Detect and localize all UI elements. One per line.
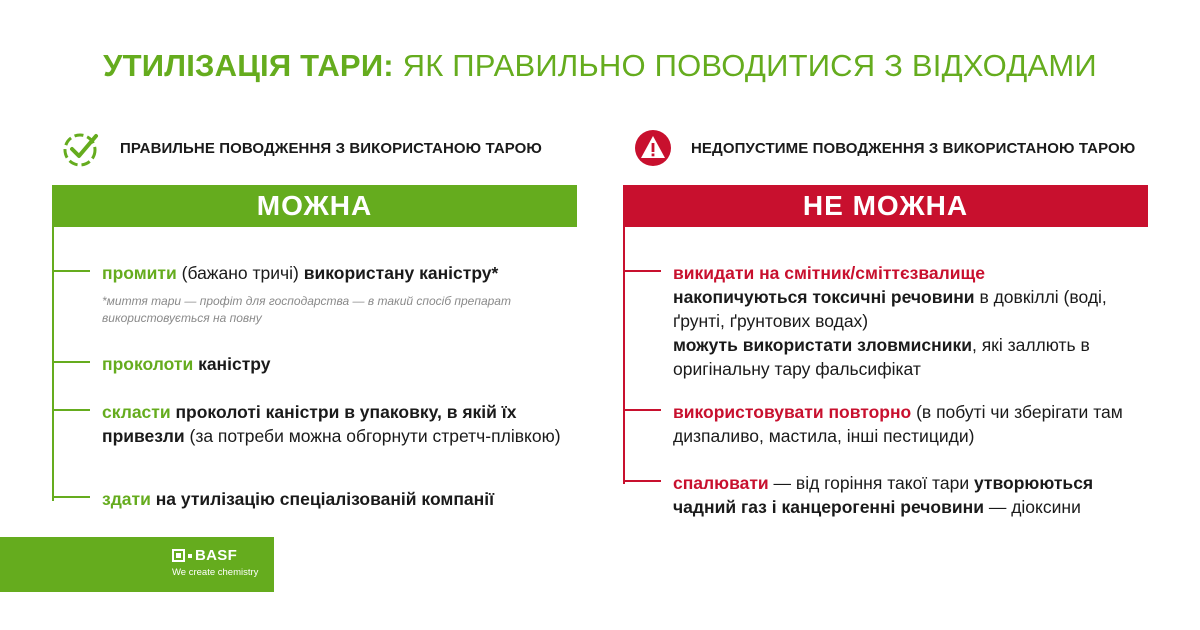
item-text: , які заллють в оригінальну тару фальсифікат [673,335,1090,379]
item-text-bold: використану каністру* [303,263,499,283]
item-footnote: *миття тари — профіт для господарства — в такий спосіб препарат використовується на повну [102,294,511,325]
item-tick [52,270,90,272]
item-text-bold: каністру [193,354,271,374]
item-tick [52,496,90,498]
item-text: (за потреби можна обгорнути стретч-плівкою) [184,426,561,446]
title-bold: УТИЛІЗАЦІЯ ТАРИ: [103,48,394,83]
item-keyword: викидати на смітник/сміттєзвалище [673,263,985,283]
item-keyword: скласти [102,402,171,422]
item-tick [52,361,90,363]
item-tick [623,409,661,411]
item-keyword: промити [102,263,177,283]
item-text: (в побуті чи зберігати там дизпаливо, мастила, інші пестициди) [673,402,1123,446]
warning-triangle-icon [633,128,673,168]
allowed-item-pierce [52,352,577,376]
item-text-bold: накопичуються токсичні речовини [673,287,975,307]
item-text-bold: проколоті каністри в упаковку, в якій їх привезли [102,402,517,446]
allowed-item-rinse [52,261,577,327]
allowed-header-label: ПРАВИЛЬНЕ ПОВОДЖЕННЯ З ВИКОРИСТАНОЮ ТАРОЮ [120,139,542,157]
forbidden-band: НЕ МОЖНА [623,185,1148,227]
forbidden-item-burn [623,471,1148,519]
item-text-bold: можуть використати зловмисники [673,335,972,355]
forbidden-item-reuse [623,400,1148,448]
brand-name: BASF [195,547,238,564]
allowed-header [62,128,577,168]
item-text: — від горіння такої тари [768,473,974,493]
basf-dot-icon [188,554,192,558]
forbidden-column [623,128,1148,517]
item-text: в довкіллі (воді, ґрунті, ґрунтових водах) [673,287,1107,331]
item-tick [623,480,661,482]
basf-square-icon [172,549,185,562]
brand-tagline: We create chemistry [172,567,259,578]
allowed-item-hand-over [52,487,577,511]
item-keyword: здати [102,489,151,509]
item-keyword: використовувати повторно [673,402,912,422]
item-text: — діоксини [983,497,1081,517]
footer-bar [0,537,274,592]
allowed-column [52,128,577,509]
forbidden-item-dump [623,261,1148,381]
item-tick [623,270,661,272]
check-circle-icon [62,128,102,168]
item-keyword: спалювати [673,473,769,493]
item-text: (бажано тричі) [176,263,304,283]
item-tick [52,409,90,411]
allowed-item-pack [52,400,577,448]
title-light: ЯК ПРАВИЛЬНО ПОВОДИТИСЯ З ВІДХОДАМИ [393,48,1097,83]
item-text-bold: на утилізацію спеціалізованій компанії [150,489,495,509]
page-title [0,48,1200,84]
forbidden-header [633,128,1148,168]
basf-logo [172,547,258,578]
allowed-band: МОЖНА [52,185,577,227]
forbidden-header-label: НЕДОПУСТИМЕ ПОВОДЖЕННЯ З ВИКОРИСТАНОЮ ТАРОЮ [691,139,1136,157]
item-keyword: проколоти [102,354,194,374]
item-text-bold: утворюються чадний газ і канцерогенні речовини [673,473,1094,517]
